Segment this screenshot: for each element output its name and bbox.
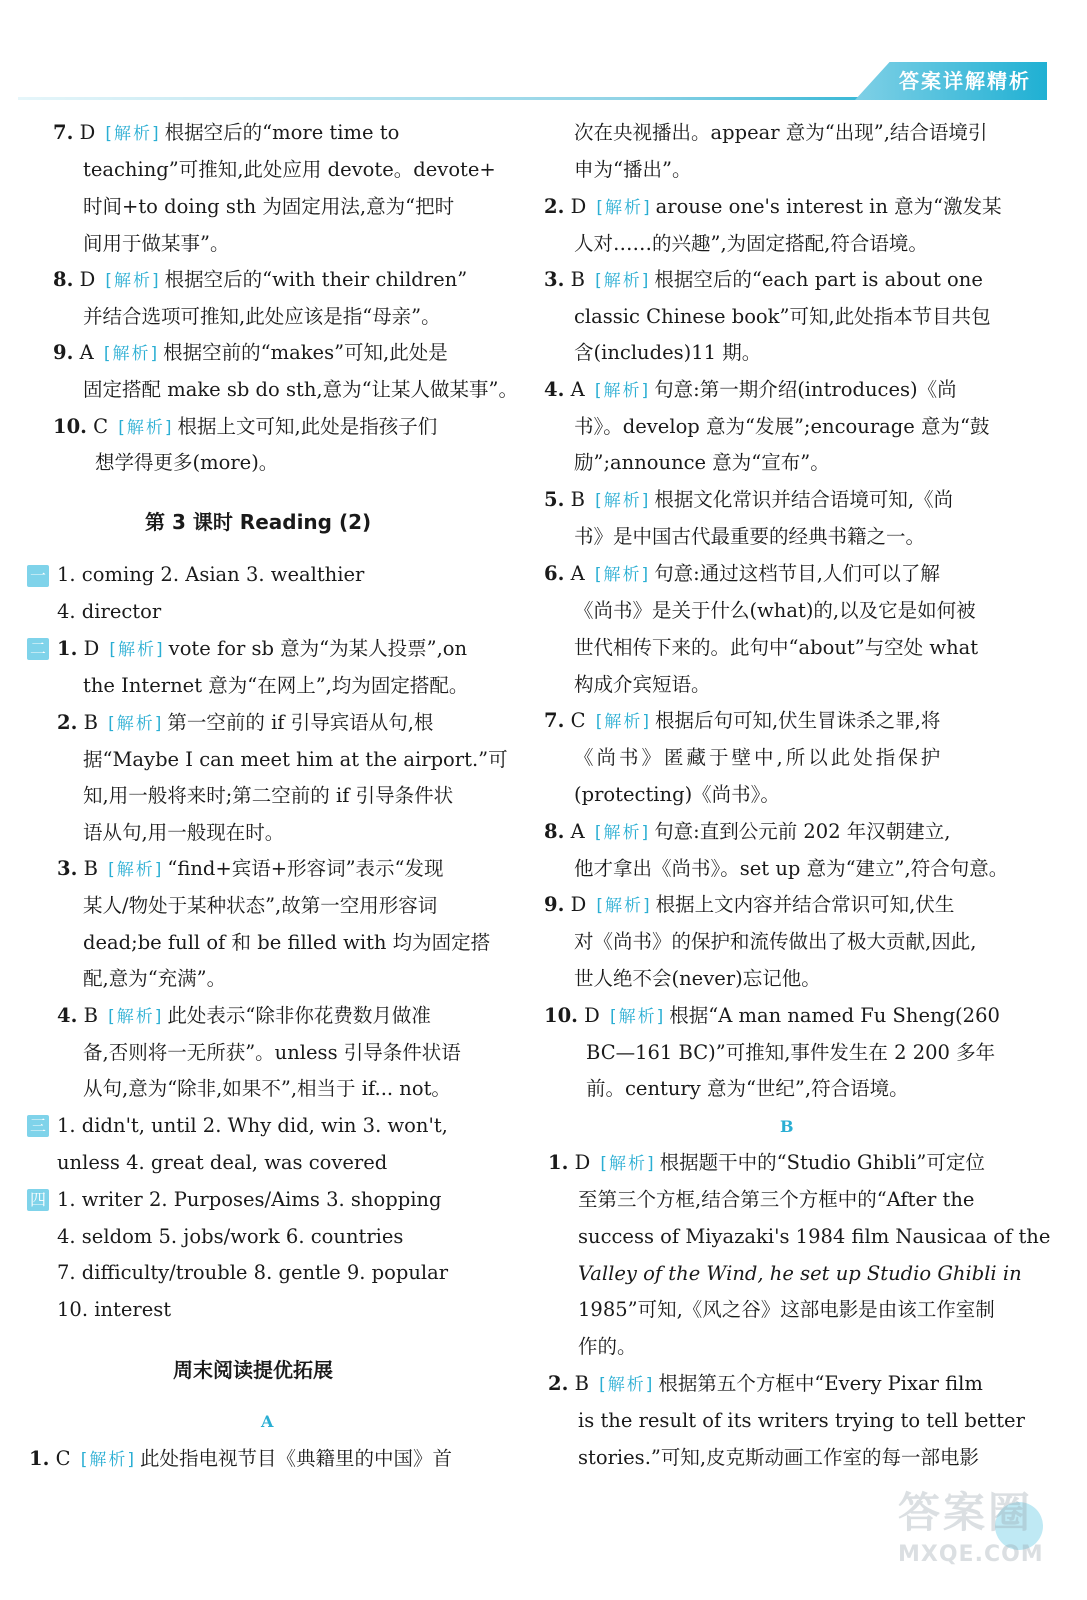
answer-line: 次在央视播出。appear 意为“出现”,结合语境引	[574, 121, 988, 144]
answer-line: 含(includes)11 期。	[574, 341, 762, 364]
answer-line: 励”;announce 意为“宣布”。	[574, 451, 830, 474]
section-box-2: 二	[27, 638, 49, 660]
answer-line: 3. B [解析] “find+宾语+形容词”表示“发现	[57, 857, 444, 880]
answer-line: 世人绝不会(never)忘记他。	[574, 967, 821, 990]
answer-line: 2. D [解析] arouse one's interest in 意为“激发某	[544, 195, 1002, 218]
answer-line: 2. B [解析] 第一空前的 if 引导宾语从句,根	[57, 711, 434, 734]
section-box-3: 三	[27, 1115, 49, 1137]
answer-line: 想学得更多(more)。	[95, 451, 279, 474]
answer-line: 9. A [解析] 根据空前的“makes”可知,此处是	[53, 341, 448, 364]
answer-line: 2. B [解析] 根据第五个方框中“Every Pixar film	[548, 1372, 983, 1395]
answer-line: 申为“播出”。	[574, 158, 692, 181]
answer-line: 10. C [解析] 根据上文可知,此处是指孩子们	[53, 415, 438, 438]
section-box-1: 一	[27, 565, 49, 587]
answer-line: 8. D [解析] 根据空后的“with their children”	[53, 268, 468, 291]
answer-line: teaching”可推知,此处应用 devote。devote+	[83, 158, 496, 181]
page-header-title: 答案详解精析	[899, 69, 1031, 93]
answer-line: 1. C [解析] 此处指电视节目《典籍里的中国》首	[29, 1447, 452, 1470]
answer-line: 10. interest	[57, 1298, 172, 1321]
answer-line: 从句,意为“除非,如果不”,相当于 if... not。	[83, 1077, 451, 1100]
answer-line: is the result of its writers trying to tell better	[578, 1409, 1025, 1432]
answer-line: 人对……的兴趣”,为固定搭配,符合语境。	[574, 232, 928, 255]
answer-line: 1985”可知,《风之谷》这部电影是由该工作室制	[578, 1298, 995, 1321]
answer-line: 1. coming 2. Asian 3. wealthier	[57, 563, 365, 586]
section-title: 第 3 课时 Reading (2)	[145, 510, 372, 534]
answer-line: the Internet 意为“在网上”,均为固定搭配。	[83, 674, 469, 697]
answer-line: 书》是中国古代最重要的经典书籍之一。	[574, 525, 926, 548]
section-box-4: 四	[27, 1189, 49, 1211]
answer-line: 固定搭配 make sb do sth,意为“让某人做某事”。	[83, 378, 519, 401]
answer-line: 1. D [解析] 根据题干中的“Studio Ghibli”可定位	[548, 1151, 985, 1174]
answer-line: 并结合选项可推知,此处应该是指“母亲”。	[83, 305, 441, 328]
answer-line: dead;be full of 和 be filled with 均为固定搭	[83, 931, 491, 954]
header-rule	[18, 97, 898, 100]
answer-line: 对《尚书》的保护和流传做出了极大贡献,因此,	[574, 930, 977, 953]
answer-line: 时间+to doing sth 为固定用法,意为“把时	[83, 195, 455, 218]
answer-line: 7. D [解析] 根据空后的“more time to	[53, 121, 400, 144]
answer-line: stories.”可知,皮克斯动画工作室的每一部电影	[578, 1446, 980, 1469]
answer-line: success of Miyazaki's 1984 film Nausicaa of the	[578, 1225, 1051, 1248]
watermark-url: MXQE.COM	[898, 1542, 1044, 1567]
answer-line: 4. director	[57, 600, 162, 623]
answer-line: 前。century 意为“世纪”,符合语境。	[586, 1077, 909, 1100]
answer-line: 备,否则将一无所获”。unless 引导条件状语	[83, 1041, 461, 1064]
sub-heading-b: B	[780, 1117, 794, 1136]
answer-line: 7. C [解析] 根据后句可知,伏生冒诛杀之罪,将	[544, 709, 941, 732]
answer-line: 8. A [解析] 句意:直到公元前 202 年汉朝建立,	[544, 820, 951, 843]
answer-line: 9. D [解析] 根据上文内容并结合常识可知,伏生	[544, 893, 955, 916]
answer-line: 4. seldom 5. jobs/work 6. countries	[57, 1225, 404, 1248]
answer-line: 7. difficulty/trouble 8. gentle 9. popular	[57, 1261, 449, 1284]
answer-line: Valley of the Wind, he set up Studio Ghibli in	[578, 1262, 1022, 1285]
answer-line: 10. D [解析] 根据“A man named Fu Sheng(260	[544, 1004, 1000, 1027]
answer-line: 据“Maybe I can meet him at the airport.”可	[83, 748, 508, 771]
answer-line: 《尚书》是关于什么(what)的,以及它是如何被	[574, 599, 976, 622]
answer-line: 构成介宾短语。	[574, 673, 711, 696]
sub-heading-a: A	[261, 1412, 274, 1431]
watermark-text: 答案圈	[898, 1488, 1034, 1537]
answer-line: 至第三个方框,结合第三个方框中的“After the	[578, 1188, 975, 1211]
answer-line: 6. A [解析] 句意:通过这档节目,人们可以了解	[544, 562, 940, 585]
weekend-title: 周末阅读提优拓展	[173, 1358, 333, 1382]
answer-line: 配,意为“充满”。	[83, 967, 227, 990]
answer-line: 4. A [解析] 句意:第一期介绍(introduces)《尚	[544, 378, 957, 401]
answer-line: 作的。	[578, 1335, 637, 1358]
answer-line: 3. B [解析] 根据空后的“each part is about one	[544, 268, 983, 291]
answer-line: 4. B [解析] 此处表示“除非你花费数月做准	[57, 1004, 431, 1027]
answer-line: 他才拿出《尚书》。set up 意为“建立”,符合句意。	[574, 857, 1009, 880]
watermark	[898, 1480, 1068, 1580]
answer-line: (protecting)《尚书》。	[574, 783, 780, 806]
answer-line: 1. didn't, until 2. Why did, win 3. won't,	[57, 1114, 448, 1137]
answer-line: 1. D [解析] vote for sb 意为“为某人投票”,on	[57, 637, 468, 660]
answer-line: BC—161 BC)”可推知,事件发生在 2 200 多年	[586, 1041, 996, 1064]
answer-line: classic Chinese book”可知,此处指本节目共包	[574, 305, 991, 328]
answer-line: 知,用一般将来时;第二空前的 if 引导条件状	[83, 784, 454, 807]
answer-line: 间用于做某事”。	[83, 232, 230, 255]
answer-line: 5. B [解析] 根据文化常识并结合语境可知,《尚	[544, 488, 954, 511]
answer-line: 语从句,用一般现在时。	[83, 821, 285, 844]
answer-line: 《尚书》匿藏于壁中,所以此处指保护	[574, 746, 944, 769]
answer-line: 1. writer 2. Purposes/Aims 3. shopping	[57, 1188, 442, 1211]
answer-line: unless 4. great deal, was covered	[57, 1151, 388, 1174]
answer-line: 某人/物处于某种状态”,故第一空用形容词	[83, 894, 438, 917]
answer-line: 书》。develop 意为“发展”;encourage 意为“鼓	[574, 415, 990, 438]
answer-line: 世代相传下来的。此句中“about”与空处 what	[574, 636, 979, 659]
